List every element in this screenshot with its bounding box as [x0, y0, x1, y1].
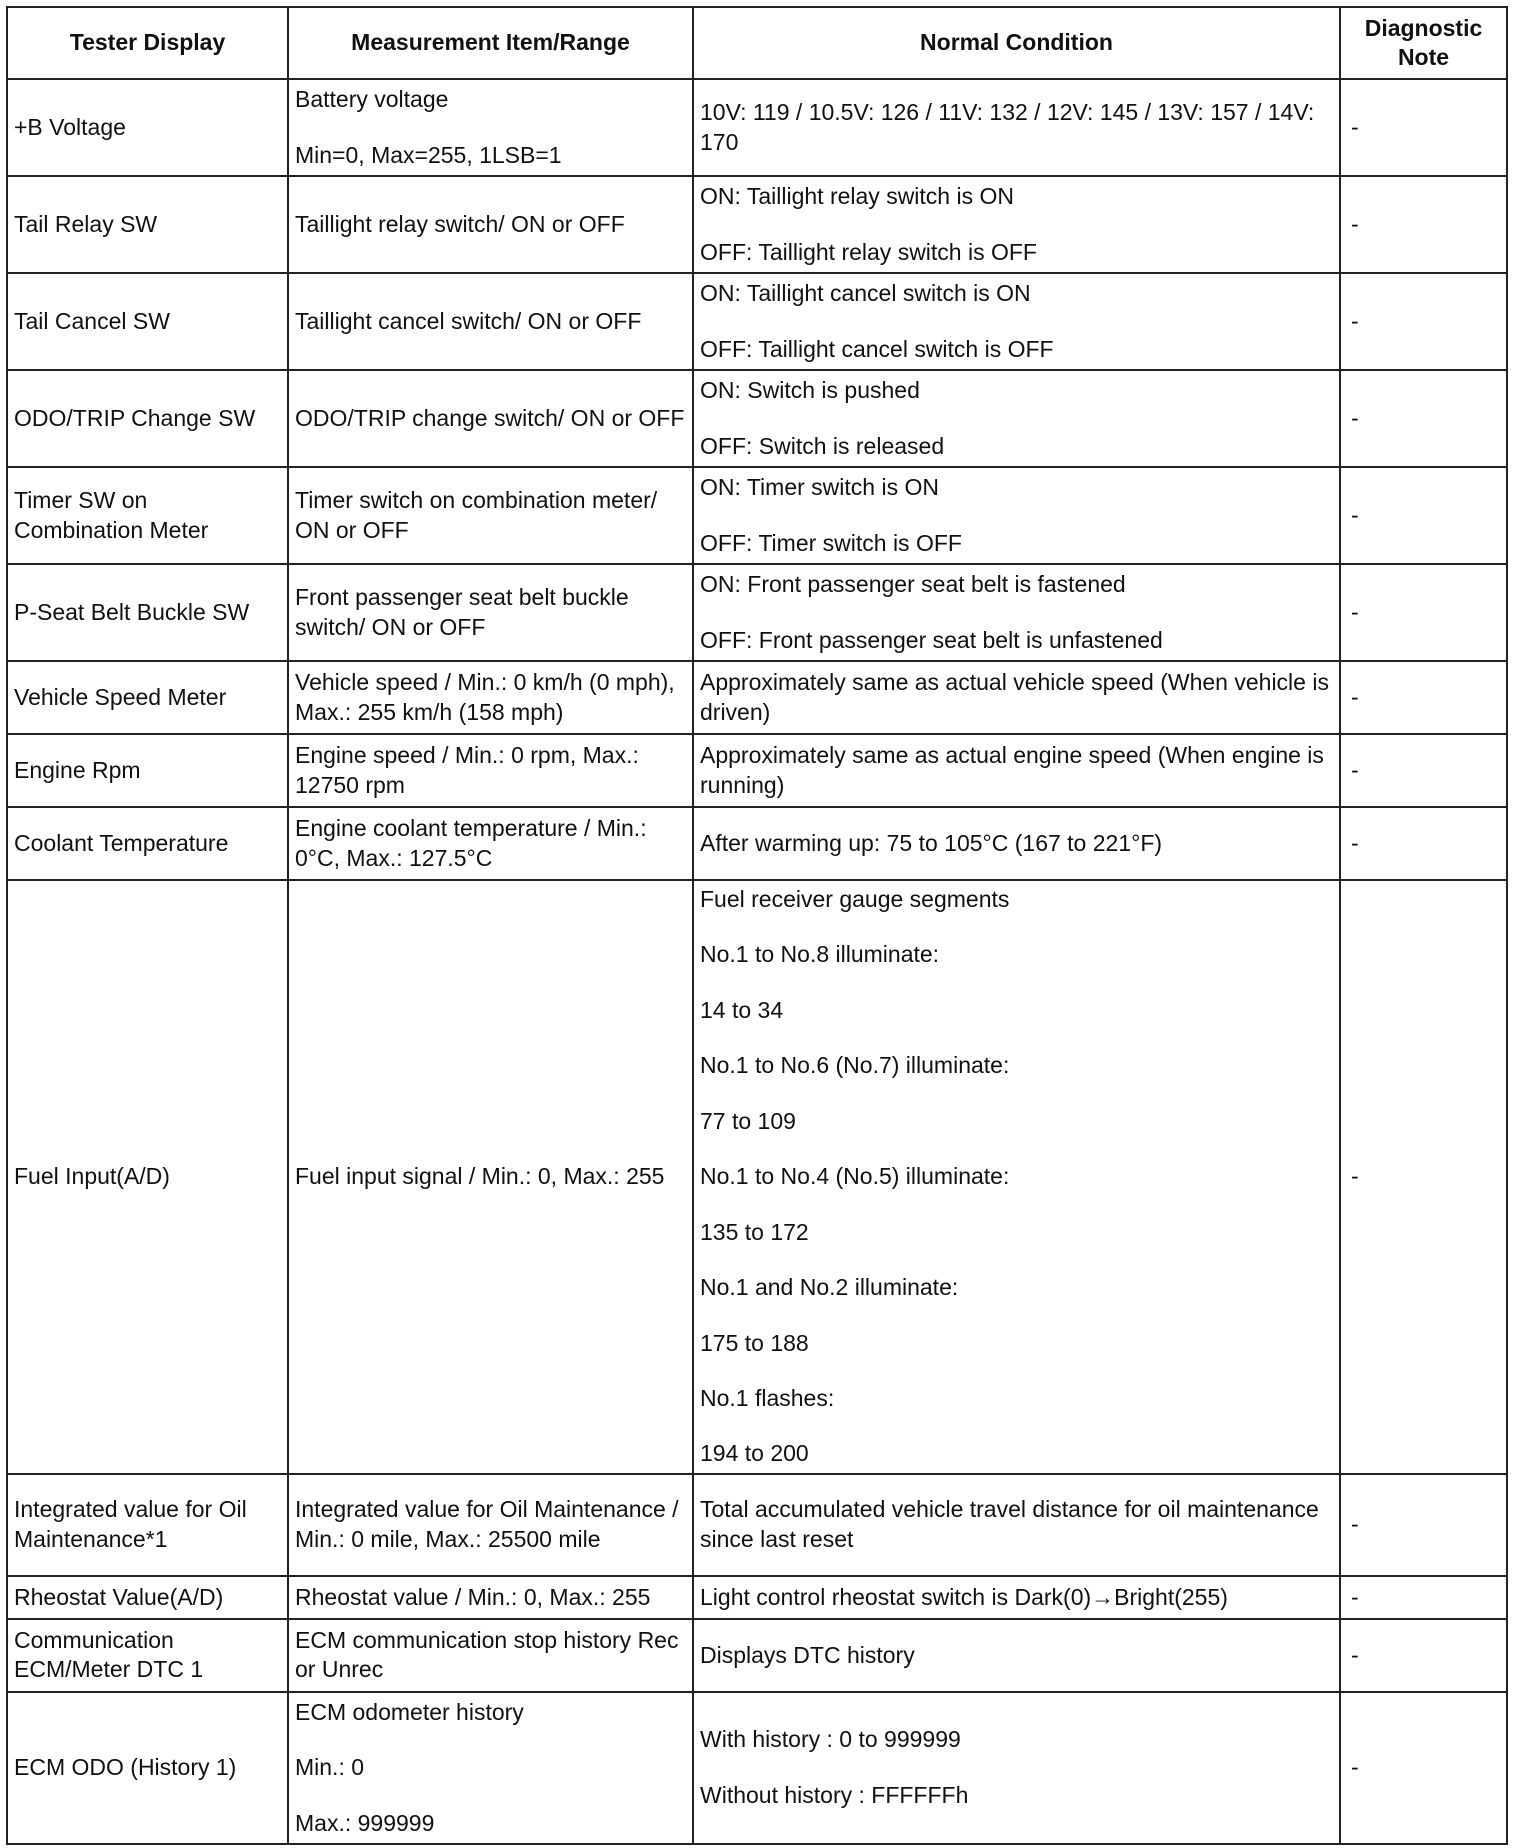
cell-text-line: No.1 to No.4 (No.5) illuminate:	[700, 1163, 1010, 1190]
cell-text-line: Taillight cancel switch/ ON or OFF	[295, 307, 642, 334]
cell-tester-display	[7, 734, 288, 807]
cell-text-line: With history : 0 to 999999	[700, 1726, 961, 1753]
table-row	[7, 807, 1507, 880]
cell-text-line: Taillight relay switch/ ON or OFF	[295, 210, 625, 237]
cell-diagnostic-note: -	[1340, 1474, 1507, 1576]
cell-text-line: Approximately same as actual vehicle speed (When vehicle is driven)	[700, 669, 1329, 725]
cell-text-line: After warming up: 75 to 105°C (167 to 221°F)	[700, 829, 1163, 856]
cell-measurement-item	[288, 1474, 693, 1576]
table-row	[7, 1576, 1507, 1619]
cell-measurement-item	[288, 1692, 693, 1844]
table-row	[7, 467, 1507, 564]
cell-diagnostic-note: -	[1340, 1619, 1507, 1692]
cell-text-line: Vehicle Speed Meter	[14, 683, 227, 710]
cell-text-line: OFF: Taillight cancel switch is OFF	[700, 335, 1054, 362]
cell-diagnostic-note: -	[1340, 661, 1507, 734]
cell-text-line: OFF: Timer switch is OFF	[700, 529, 962, 556]
cell-text-line: OFF: Taillight relay switch is OFF	[700, 238, 1037, 265]
cell-tester-display	[7, 273, 288, 370]
cell-text-line: ECM odometer history	[295, 1698, 524, 1725]
cell-measurement-item	[288, 807, 693, 880]
cell-text-line: Coolant Temperature	[14, 829, 229, 856]
cell-diagnostic-note: -	[1340, 1576, 1507, 1619]
cell-text-line: Battery voltage	[295, 86, 449, 113]
cell-text-line: No.1 and No.2 illuminate:	[700, 1274, 959, 1301]
cell-text-line: 194 to 200	[700, 1440, 809, 1467]
cell-normal-condition	[693, 661, 1340, 734]
cell-tester-display	[7, 176, 288, 273]
cell-text-line: No.1 to No.6 (No.7) illuminate:	[700, 1052, 1010, 1079]
cell-diagnostic-note: -	[1340, 370, 1507, 467]
cell-text-line: Fuel input signal / Min.: 0, Max.: 255	[295, 1163, 665, 1190]
cell-text-line: Integrated value for Oil Maintenance*1	[14, 1496, 247, 1552]
cell-text-line: Min=0, Max=255, 1LSB=1	[295, 141, 562, 168]
cell-text-line: ECM ODO (History 1)	[14, 1754, 237, 1781]
cell-text-line: ODO/TRIP change switch/ ON or OFF	[295, 404, 685, 431]
table-row	[7, 564, 1507, 661]
table-row	[7, 661, 1507, 734]
cell-measurement-item	[288, 734, 693, 807]
cell-text-line: ECM communication stop history Rec or Unrec	[295, 1626, 679, 1683]
cell-text-line: Fuel receiver gauge segments	[700, 886, 1010, 912]
cell-diagnostic-note: -	[1340, 564, 1507, 661]
cell-tester-display	[7, 370, 288, 467]
cell-tester-display	[7, 79, 288, 176]
cell-tester-display	[7, 661, 288, 734]
table-row	[7, 880, 1507, 1474]
cell-text-line: Displays DTC history	[700, 1641, 915, 1668]
cell-text-line: Timer SW on Combination Meter	[14, 487, 209, 543]
cell-tester-display	[7, 564, 288, 661]
cell-normal-condition	[693, 1692, 1340, 1844]
table-row	[7, 176, 1507, 273]
header-diagnostic-note: Diagnostic Note	[1340, 7, 1507, 79]
cell-normal-condition	[693, 273, 1340, 370]
cell-text-line: +B Voltage	[14, 113, 126, 140]
cell-normal-condition	[693, 807, 1340, 880]
cell-normal-condition	[693, 176, 1340, 273]
cell-tester-display	[7, 1474, 288, 1576]
cell-normal-condition	[693, 734, 1340, 807]
cell-text-line: Integrated value for Oil Maintenance / Min.: 0 mile, Max.: 25500 mile	[295, 1496, 679, 1552]
cell-diagnostic-note: -	[1340, 79, 1507, 176]
cell-text-line: Min.: 0	[295, 1754, 365, 1781]
cell-normal-condition	[693, 79, 1340, 176]
cell-text-line: Approximately same as actual engine speed (When engine is running)	[700, 742, 1324, 798]
cell-tester-display	[7, 807, 288, 880]
cell-normal-condition	[693, 1474, 1340, 1576]
cell-text-line: Timer switch on combination meter/ ON or OFF	[295, 487, 658, 543]
cell-text-line: Front passenger seat belt buckle switch/ ON or OFF	[295, 584, 629, 640]
cell-measurement-item	[288, 273, 693, 370]
cell-tester-display	[7, 880, 288, 1474]
cell-measurement-item	[288, 1619, 693, 1692]
cell-text-line: 10V: 119 / 10.5V: 126 / 11V: 132 / 12V: 145 / 13V: 157 / 14V: 170	[700, 99, 1315, 155]
cell-text-line: Engine speed / Min.: 0 rpm, Max.: 12750 rpm	[295, 742, 639, 798]
cell-text-line: Engine Rpm	[14, 756, 141, 783]
cell-text-line: 14 to 34	[700, 996, 784, 1023]
cell-text-line: Without history : FFFFFFh	[700, 1781, 969, 1808]
cell-text-line: Tail Relay SW	[14, 210, 158, 237]
cell-diagnostic-note: -	[1340, 807, 1507, 880]
cell-measurement-item	[288, 370, 693, 467]
header-tester-display: Tester Display	[7, 7, 288, 79]
cell-text-line: 175 to 188	[700, 1329, 809, 1356]
header-row	[7, 7, 1507, 79]
cell-normal-condition	[693, 564, 1340, 661]
table-row	[7, 1619, 1507, 1692]
cell-diagnostic-note: -	[1340, 880, 1507, 1474]
cell-text-line: Vehicle speed / Min.: 0 km/h (0 mph), Max.: 255 km/h (158 mph)	[295, 669, 675, 725]
header-normal-condition: Normal Condition	[693, 7, 1340, 79]
cell-normal-condition	[693, 880, 1340, 1474]
cell-diagnostic-note: -	[1340, 273, 1507, 370]
cell-measurement-item	[288, 880, 693, 1474]
cell-text-line: Tail Cancel SW	[14, 307, 170, 334]
cell-text-line: ON: Taillight cancel switch is ON	[700, 280, 1031, 307]
cell-text-line: Rheostat Value(A/D)	[14, 1583, 224, 1610]
cell-text-line: No.1 flashes:	[700, 1384, 835, 1411]
cell-text-line: Max.: 999999	[295, 1809, 435, 1836]
cell-text-line: 135 to 172	[700, 1218, 809, 1245]
cell-tester-display	[7, 1576, 288, 1619]
cell-measurement-item	[288, 564, 693, 661]
table-row	[7, 1692, 1507, 1844]
table-row	[7, 1474, 1507, 1576]
cell-text-line: Total accumulated vehicle travel distance for oil maintenance since last reset	[700, 1496, 1319, 1552]
cell-tester-display	[7, 467, 288, 564]
cell-text-line: No.1 to No.8 illuminate:	[700, 941, 940, 968]
cell-text-line: ON: Front passenger seat belt is fastened	[700, 571, 1126, 598]
cell-text-line: Fuel Input(A/D)	[14, 1163, 170, 1190]
cell-text-line: OFF: Switch is released	[700, 432, 945, 459]
cell-text-line: Rheostat value / Min.: 0, Max.: 255	[295, 1583, 651, 1610]
cell-diagnostic-note: -	[1340, 467, 1507, 564]
cell-text-line: ON: Timer switch is ON	[700, 474, 939, 501]
cell-normal-condition	[693, 1576, 1340, 1619]
table-row	[7, 734, 1507, 807]
table-row	[7, 273, 1507, 370]
cell-tester-display	[7, 1619, 288, 1692]
cell-diagnostic-note: -	[1340, 176, 1507, 273]
cell-text-line: OFF: Front passenger seat belt is unfastened	[700, 626, 1163, 653]
cell-measurement-item	[288, 176, 693, 273]
data-list-table	[6, 6, 1508, 1845]
cell-normal-condition	[693, 370, 1340, 467]
cell-normal-condition	[693, 1619, 1340, 1692]
cell-text-line: 77 to 109	[700, 1107, 796, 1134]
header-measurement-item: Measurement Item/Range	[288, 7, 693, 79]
cell-text-line: P-Seat Belt Buckle SW	[14, 598, 250, 625]
cell-measurement-item	[288, 1576, 693, 1619]
cell-text-line: Communication ECM/Meter DTC 1	[14, 1626, 204, 1683]
cell-text-line: ODO/TRIP Change SW	[14, 404, 256, 431]
cell-text-line: ON: Taillight relay switch is ON	[700, 183, 1014, 210]
cell-tester-display	[7, 1692, 288, 1844]
table-row	[7, 370, 1507, 467]
cell-measurement-item	[288, 467, 693, 564]
cell-measurement-item	[288, 661, 693, 734]
cell-normal-condition	[693, 467, 1340, 564]
cell-text-line: Light control rheostat switch is Dark(0)→Bright(255)	[700, 1583, 1228, 1610]
cell-measurement-item	[288, 79, 693, 176]
cell-diagnostic-note: -	[1340, 1692, 1507, 1844]
table-row	[7, 79, 1507, 176]
cell-diagnostic-note: -	[1340, 734, 1507, 807]
cell-text-line: ON: Switch is pushed	[700, 377, 920, 404]
cell-text-line: Engine coolant temperature / Min.: 0°C, Max.: 127.5°C	[295, 815, 647, 871]
